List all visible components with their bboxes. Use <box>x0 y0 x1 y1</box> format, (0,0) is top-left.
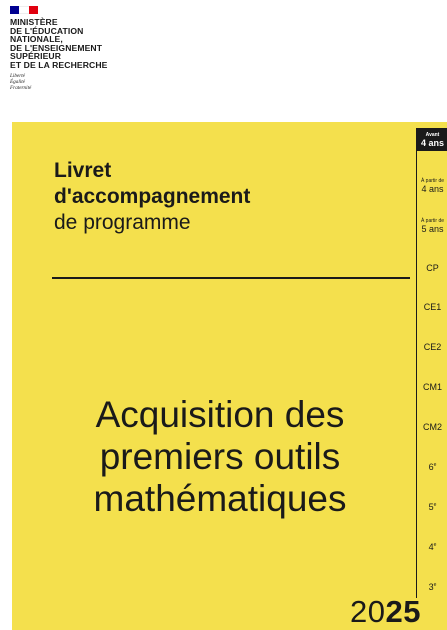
level-4e <box>417 542 447 552</box>
ministry-name-line: ET DE LA RECHERCHE <box>10 59 108 70</box>
booklet-type-line: d'accompagnement <box>54 185 251 208</box>
booklet-type-line: de programme <box>54 211 191 234</box>
level-cp: CP <box>426 263 439 273</box>
level-age: 4 ans <box>421 184 444 194</box>
level-prefix: À partir de <box>420 218 445 224</box>
republic-flag-icon <box>10 6 38 14</box>
republic-motto <box>10 73 150 91</box>
level-cm1: CM1 <box>422 382 442 392</box>
flag-blue-stripe <box>10 6 19 14</box>
level-ordinal: e <box>433 502 437 508</box>
motto-line: Liberté <box>10 72 25 79</box>
document-title-line: premiers outils <box>99 436 341 477</box>
ministry-name-line: DE L'ÉDUCATION <box>10 25 84 36</box>
level-prefix: Avant <box>425 132 440 138</box>
level-prefix: À partir de <box>420 178 445 184</box>
document-title-line: Acquisition des <box>95 394 345 435</box>
ministry-name-line: NATIONALE, <box>10 34 63 45</box>
level-age: 5 ans <box>421 224 444 234</box>
document-title <box>70 394 370 520</box>
level-from-5 <box>417 218 447 234</box>
level-ce1: CE1 <box>423 302 442 312</box>
title-divider <box>52 277 410 279</box>
year-regular: 20 <box>350 594 386 629</box>
level-cm2: CM2 <box>422 422 442 432</box>
level-ordinal: e <box>433 582 437 588</box>
flag-white-stripe <box>19 6 28 14</box>
booklet-type-line: Livret <box>54 159 112 182</box>
level-ordinal: e <box>433 542 437 548</box>
flag-red-stripe <box>29 6 38 14</box>
level-number: 4 <box>428 542 434 552</box>
ministry-logo <box>10 6 150 91</box>
level-5e <box>417 502 447 512</box>
cover-panel <box>12 122 447 630</box>
level-before-4-active <box>417 128 447 151</box>
level-from-4 <box>417 178 447 194</box>
ministry-name-line: MINISTÈRE <box>10 17 58 27</box>
level-age: 4 ans <box>420 138 444 148</box>
level-ce2: CE2 <box>423 342 442 352</box>
ministry-name-line: SUPÉRIEUR <box>10 51 62 62</box>
motto-line: Fraternité <box>10 84 32 91</box>
year-bold: 25 <box>385 594 421 629</box>
school-level-scale <box>416 128 447 598</box>
document-title-line: mathématiques <box>93 478 347 519</box>
publication-year <box>350 596 421 628</box>
level-ordinal: e <box>433 462 437 468</box>
motto-line: Égalité <box>10 78 25 85</box>
level-number: 5 <box>428 502 434 512</box>
booklet-type <box>54 158 250 236</box>
level-3e <box>417 582 447 592</box>
level-number: 6 <box>428 462 434 472</box>
ministry-name <box>10 18 150 70</box>
ministry-name-line: DE L'ENSEIGNEMENT <box>10 42 103 53</box>
level-6e <box>417 462 447 472</box>
level-number: 3 <box>428 582 434 592</box>
